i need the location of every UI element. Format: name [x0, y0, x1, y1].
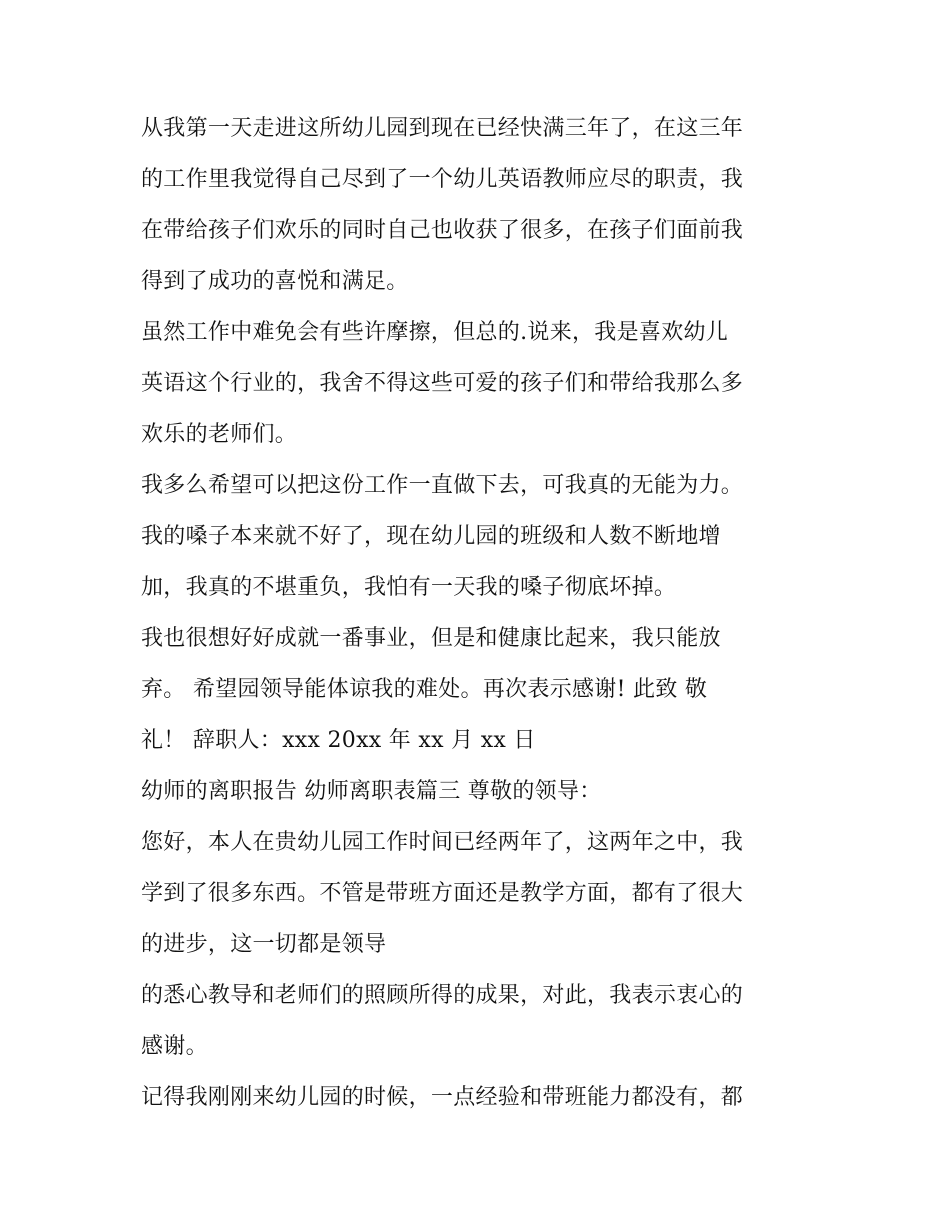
text-line: 英语这个行业的，我舍不得这些可爱的孩子们和带给我那么多 [141, 371, 744, 396]
text-line: 的悉心教导和老师们的照顾所得的成果，对此，我表示衷心的 [141, 983, 744, 1008]
text-line: 从我第一天走进这所幼儿园到现在已经快满三年了，在这三年 [141, 116, 744, 141]
text-line: 得到了成功的喜悦和满足。 [141, 269, 409, 294]
document-body [141, 103, 831, 1123]
text-line: 在带给孩子们欢乐的同时自己也收获了很多，在孩子们面前我 [141, 218, 744, 243]
text-line: 我也很想好好成就一番事业，但是和健康比起来，我只能放 [141, 626, 721, 651]
text-line: 我多么希望可以把这份工作一直做下去，可我真的无能为力。 [141, 473, 744, 498]
text-line: 幼师的离职报告 幼师离职表篇三 尊敬的领导： [141, 779, 602, 804]
text-line: 加，我真的不堪重负，我怕有一天我的嗓子彻底坏掉。 [141, 575, 677, 600]
text-line: 礼！ 辞职人：xxx 20xx 年 xx 月 xx 日 [141, 728, 536, 753]
text-line: 的进步，这一切都是领导 [141, 932, 387, 957]
text-line: 欢乐的老师们。 [141, 422, 298, 447]
text-line: 感谢。 [141, 1034, 208, 1059]
text-line: 您好，本人在贵幼儿园工作时间已经两年了，这两年之中，我 [141, 830, 744, 855]
text-line: 记得我刚刚来幼儿园的时候，一点经验和带班能力都没有，都 [141, 1085, 744, 1110]
text-line: 学到了很多东西。不管是带班方面还是教学方面，都有了很大 [141, 881, 744, 906]
text-line: 虽然工作中难免会有些许摩擦，但总的.说来，我是喜欢幼儿 [141, 320, 729, 345]
text-line: 我的嗓子本来就不好了，现在幼儿园的班级和人数不断地增 [141, 524, 721, 549]
text-line: 弃。 希望园领导能体谅我的难处。再次表示感谢! 此致 敬 [141, 677, 708, 702]
text-line: 的工作里我觉得自己尽到了一个幼儿英语教师应尽的职责，我 [141, 167, 744, 192]
